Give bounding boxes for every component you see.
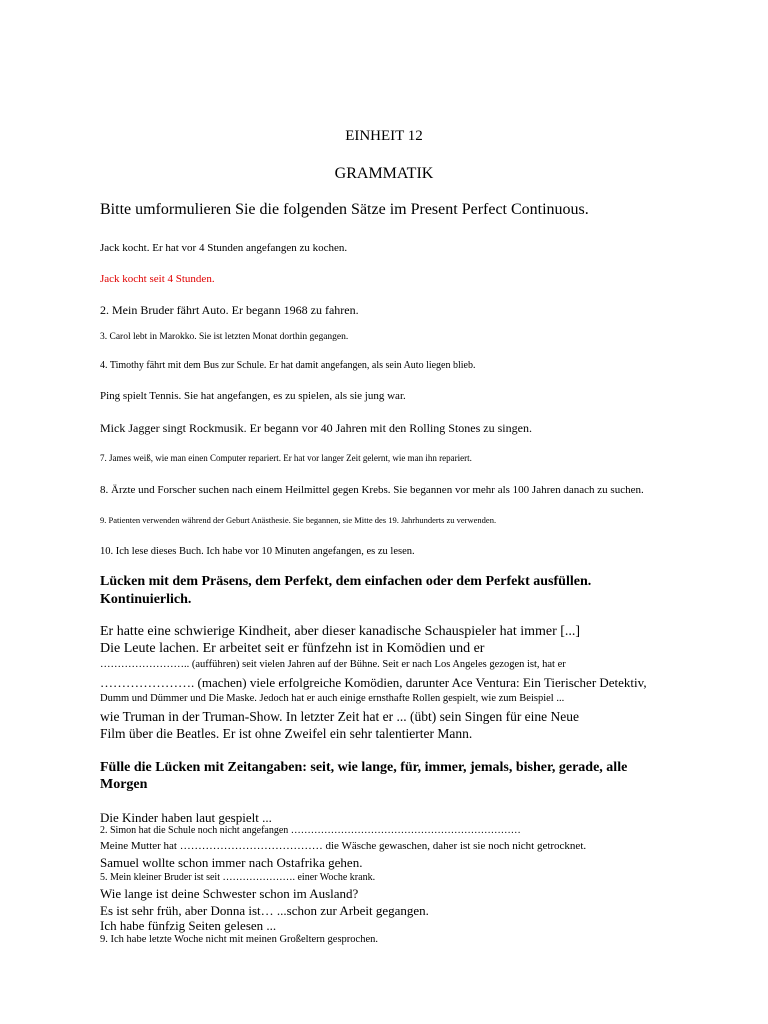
exercise2-text-line: …………………….. (aufführen) seit vielen Jahren auf der Bühne. Seit er nach Los Angeles gezogen ist, hat er (100, 659, 566, 670)
exercise3-text-line: 5. Mein kleiner Bruder ist seit …………………. einer Woche krank. (100, 872, 376, 883)
exercise3-title-continued: Morgen (100, 777, 148, 792)
exercise2-title: Lücken mit dem Präsens, dem Perfekt, dem einfachen oder dem Perfekt ausfüllen. (100, 574, 592, 589)
exercise3-text-line: Meine Mutter hat ………………………………… die Wäsche gewaschen, daher ist sie noch nicht getrocknet. (100, 840, 587, 852)
section-heading: GRAMMATIK (334, 165, 434, 182)
exercise3-text-line: Samuel wollte schon immer nach Ostafrika gehen. (100, 855, 363, 870)
exercise2-text-line: Er hatte eine schwierige Kindheit, aber dieser kanadische Schauspieler hat immer [...] (100, 624, 581, 639)
exercise2-text-line: wie Truman in der Truman-Show. In letzter Zeit hat er ... (übt) sein Singen für eine Neue (100, 709, 580, 724)
exercise1-item: 7. James weiß, wie man einen Computer repariert. Er hat vor langer Zeit gelernt, wie man ihn repariert. (100, 453, 472, 463)
exercise3-text-line: Es ist sehr früh, aber Donna ist… ...schon zur Arbeit gegangen. (100, 903, 429, 918)
exercise1-item: 3. Carol lebt in Marokko. Sie ist letzten Monat dorthin gegangen. (100, 332, 349, 342)
unit-heading: EINHEIT 12 (345, 128, 423, 144)
exercise3-text-line: Die Kinder haben laut gespielt ... (100, 810, 272, 825)
exercise1-item: 2. Mein Bruder fährt Auto. Er begann 1968 zu fahren. (100, 303, 359, 317)
exercise1-item: 8. Ärzte und Forscher suchen nach einem Heilmittel gegen Krebs. Sie begannen vor mehr als 100 Jahren danach zu suchen. (100, 484, 644, 496)
exercise3-text-line: Wie lange ist deine Schwester schon im Ausland? (100, 886, 359, 901)
exercise1-item: 9. Patienten verwenden während der Geburt Anästhesie. Sie begannen, sie Mitte des 19. Jahrhunderts zu verwenden. (100, 515, 497, 525)
exercise1-item: Mick Jagger singt Rockmusik. Er begann vor 40 Jahren mit den Rolling Stones zu singen. (100, 421, 532, 435)
exercise2-text-line: Dumm und Dümmer und Die Maske. Jedoch hat er auch einige ernsthafte Rollen gespielt, wie zum Beispiel ... (100, 693, 565, 704)
exercise1-instruction: Bitte umformulieren Sie die folgenden Sätze im Present Perfect Continuous. (100, 201, 589, 218)
exercise3-title: Fülle die Lücken mit Zeitangaben: seit, wie lange, für, immer, jemals, bisher, gerade, alle (100, 760, 628, 775)
exercise3-text-line: Ich habe fünfzig Seiten gelesen ... (100, 918, 277, 933)
exercise1-item: Ping spielt Tennis. Sie hat angefangen, es zu spielen, als sie jung war. (100, 390, 406, 402)
exercise1-item: 10. Ich lese dieses Buch. Ich habe vor 10 Minuten angefangen, es zu lesen. (100, 546, 415, 557)
exercise2-title-continued: Kontinuierlich. (100, 592, 192, 607)
exercise1-item: 4. Timothy fährt mit dem Bus zur Schule. Er hat damit angefangen, als sein Auto liegen blieb. (100, 360, 476, 371)
exercise2-text-line: Film über die Beatles. Er ist ohne Zweifel ein sehr talentierter Mann. (100, 726, 473, 741)
example-sentence: Jack kocht. Er hat vor 4 Stunden angefangen zu kochen. (100, 242, 348, 254)
example-answer: Jack kocht seit 4 Stunden. (100, 273, 215, 285)
exercise2-text-line: Die Leute lachen. Er arbeitet seit er fünfzehn ist in Komödien und er (100, 641, 485, 656)
exercise3-text-line: 9. Ich habe letzte Woche nicht mit meinen Großeltern gesprochen. (100, 934, 378, 945)
exercise3-text-line: 2. Simon hat die Schule noch nicht angefangen …………………………………………………………… (100, 825, 521, 836)
exercise2-text-line: …………………. (machen) viele erfolgreiche Komödien, darunter Ace Ventura: Ein Tierischer Detektiv, (100, 675, 647, 690)
